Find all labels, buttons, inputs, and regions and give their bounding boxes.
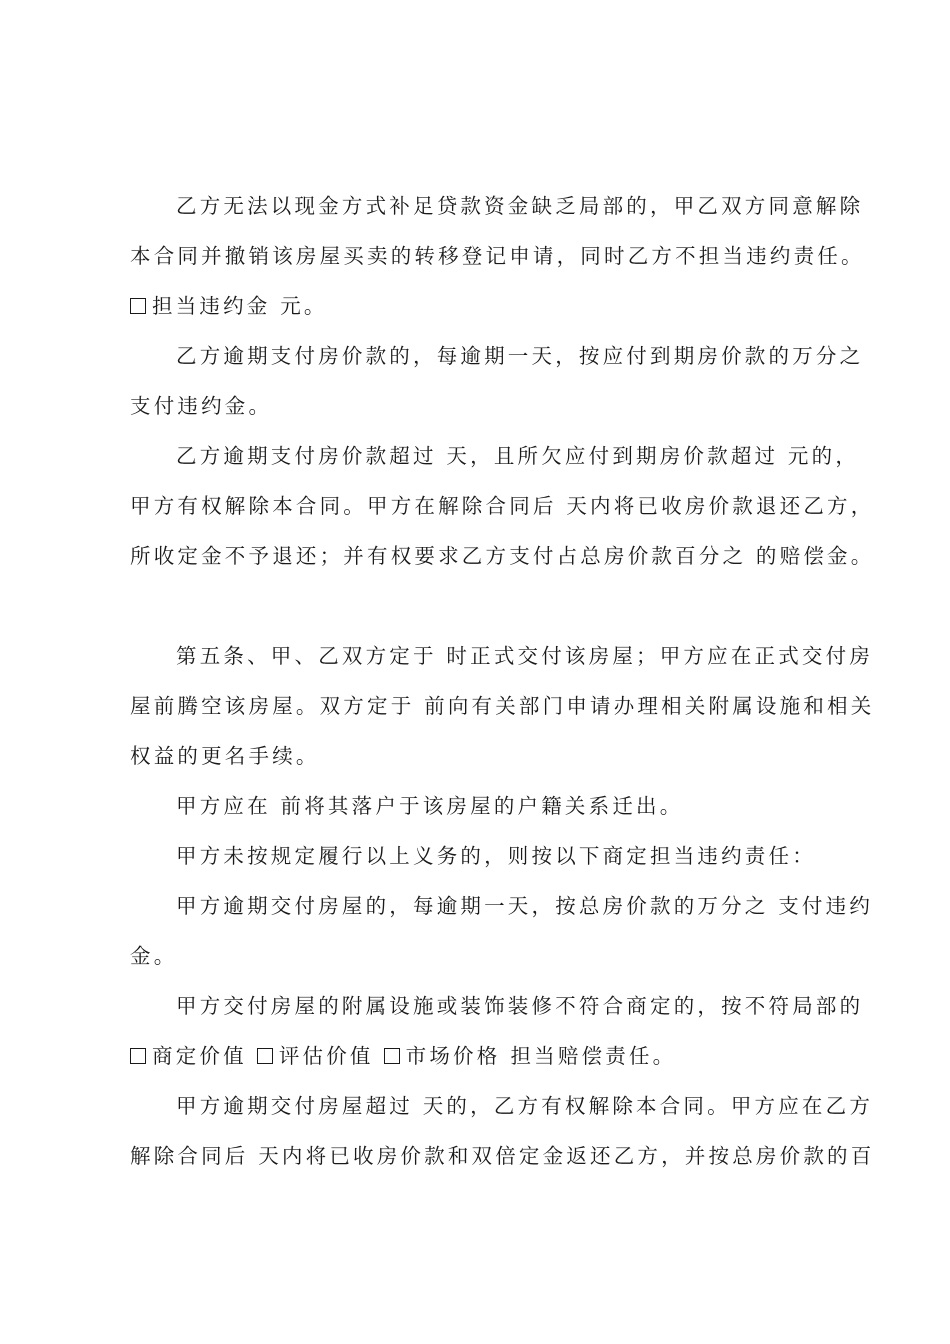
paragraph-line: 所收定金不予退还；并有权要求乙方支付占总房价款百分之 的赔偿金。 <box>130 544 875 568</box>
paragraph-line: 权益的更名手续。 <box>130 744 320 768</box>
compensation-tail: 担当赔偿责任。 <box>510 1044 677 1068</box>
option-market-price[interactable] <box>384 1040 501 1072</box>
compensation-options-line <box>130 1040 830 1072</box>
option-assessed-value[interactable] <box>257 1040 374 1072</box>
paragraph-line: 乙方无法以现金方式补足贷款资金缺乏局部的，甲乙双方同意解除 <box>176 194 864 218</box>
paragraph-line: 屋前腾空该房屋。双方定于 前向有关部门申请办理相关附属设施和相关 <box>130 694 875 718</box>
paragraph-line: 甲方逾期交付房屋的，每逾期一天，按总房价款的万分之 支付违约 <box>176 894 874 918</box>
option-label: 评估价值 <box>278 1044 374 1068</box>
paragraph-line: 解除合同后 天内将已收房价款和双倍定金返还乙方，并按总房价款的百 <box>130 1144 875 1168</box>
paragraph-line: 甲方逾期交付房屋超过 天的，乙方有权解除本合同。甲方应在乙方 <box>176 1094 874 1118</box>
paragraph-line: 乙方逾期支付房价款超过 天，且所欠应付到期房价款超过 元的， <box>176 444 860 468</box>
paragraph-line: 乙方逾期支付房价款的，每逾期一天，按应付到期房价款的万分之 <box>176 344 864 368</box>
paragraph-line: 甲方未按规定履行以上义务的，则按以下商定担当违约责任： <box>176 844 816 868</box>
paragraph-line: 甲方应在 前将其落户于该房屋的户籍关系迁出。 <box>176 794 684 818</box>
option-label: 市场价格 <box>405 1044 501 1068</box>
paragraph-line: 支付违约金。 <box>130 394 273 418</box>
paragraph-line: 甲方交付房屋的附属设施或装饰装修不符合商定的，按不符局部的 <box>176 994 864 1018</box>
paragraph-line: 本合同并撤销该房屋买卖的转移登记申请，同时乙方不担当违约责任。 <box>130 244 865 268</box>
penalty-option-line <box>130 290 830 322</box>
checkbox-icon[interactable] <box>257 1048 273 1064</box>
checkbox-icon[interactable] <box>384 1048 400 1064</box>
option-label: 商定价值 <box>152 1044 247 1068</box>
article-five-line: 第五条、甲、乙双方定于 时正式交付该房屋；甲方应在正式交付房 <box>176 644 874 668</box>
paragraph-line: 甲方有权解除本合同。甲方在解除合同后 天内将已收房价款退还乙方， <box>130 494 875 518</box>
checkbox-icon[interactable] <box>130 298 146 314</box>
option-agreed-value[interactable] <box>130 1040 247 1072</box>
checkbox-icon[interactable] <box>130 1048 146 1064</box>
paragraph-line: 金。 <box>130 944 178 968</box>
penalty-option-label: 担当违约金 元。 <box>152 294 328 318</box>
